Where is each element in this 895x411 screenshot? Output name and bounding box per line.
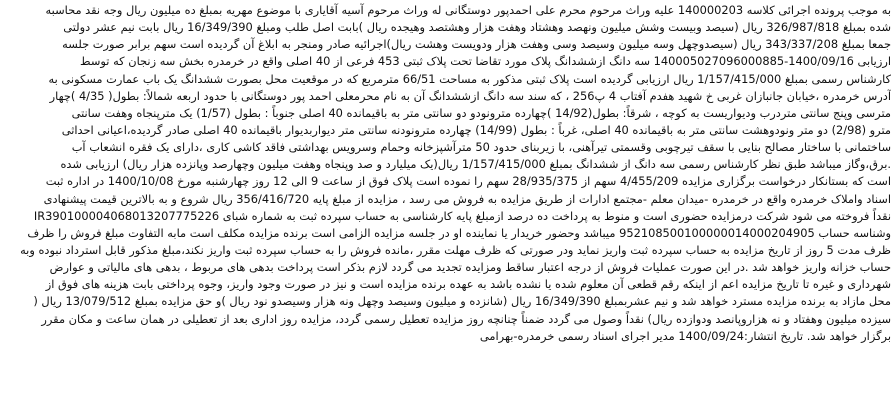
notice-line: .برق،وگاز میباشد طبق نظر کارشناس رسمی سه دانگ از ششدانگ بمبلغ 1/157/415/000 ریال(یک میلیارد و صد وپنجاه وهفت میلیون وچهارصد وپانزده هزار ریال) ارزیابی شده [60, 157, 891, 172]
notice-line: ارزیابی 1400/09/16-140005027096000885 سه دانگ ازششدانگ پلاک مورد تقاضا تحت پلاک ثبتی 453 فرعی از 40 اصلی واقع در خرمدره بخش سه زنجان که توسط [80, 54, 891, 69]
notice-line: است که بستانکار درخواست برگزاری مزایده 4/455/209 سهم از 28/935/375 سهم را نموده است پلاک فوق از ساعت 9 الی 12 روز چهارشنبه مورخ 1400/10/08 در اداره ثبت [45, 174, 891, 189]
notice-line: نقداً فروخته می شود شرکت درمزایده حضوری است و منوط به پرداخت ده درصد ازمبلغ پایه کارشناسی به حساب سپرده ثبت به شماره شبای IR390100004068013207775226 [33, 208, 891, 223]
notice-line: ساختمانی با ساختار مصالح بنایی با سقف تیرچوبی وقسمتی تیرآهنی، با زیربنای حدود 50 مترآشپزخانه وحمام وسرویس بهداشتی فاقد کاشی کاری ،دارای یک فقره انشعاب آب [71, 140, 891, 155]
notice-line: ظرف مدت 5 روز از تاریخ مزایده به حساب سپرده ثبت واریز نماید ودر صورتی که ظرف مهلت مقرر ،مانده فروش را به حساب سپرده ثبت واریز نکند،مبلغ مذکور قابل استرداد نبوده وبه [20, 242, 891, 257]
notice-line: کارشناس رسمی بمبلغ 1/157/415/000 ریال ارزیابی گردیده است پلاک ثبتی مذکور به مساحت 66/51 مترمربع که در موقعیت محل بصورت ششدانگ یک باب عمارت مسکونی به [48, 71, 891, 86]
notice-line: اسناد واملاک خرمدره واقع در خرمدره -میدان معلم -مجتمع ادارات از طریق مزایده به فروش می رسد ، مزایده از مبلغ پایه 356/416/720 ریال شروع و به بالاترین قیمت پیشنهادی [43, 191, 891, 206]
notice-line: شده بمبلغ 326/987/818 ریال (سیصد وبیست وشش میلیون ونهصد وهشتاد وهفت هزار وهشتصد وهیجده ریال )بابت اصل طلب ومبلغ 16/349/390 ریال بابت نیم عشر دولتی [63, 20, 891, 35]
notice-line: آدرس خرمدره ،خیابان جانبازان غربی خ شهید هفدم آفتاب 4 پ256 ، که سند سه دانگ ازششدانگ آن به نام محرمعلی احمد پور دوستگانی با حدود اربعه شمالاً: بطول( 4/35 )چهار [49, 88, 891, 103]
notice-line: وشناسه حساب 952108500100000014000204905 میباشد وحضور خریدار یا نماینده او در جلسه مزایده الزامی است برنده مزایده مکلف است مابه التفاوت مبلغ فروش را ظرف [27, 225, 891, 240]
notice-line: به موجب پرونده اجرائی کلاسه 140000203 علیه وراث مرحوم محرم علی احمدپور دوستگانی له وراث مرحوم آسیه آقایاری با موضوع مهریه بمبلغ ده میلیون ریال وجه نقد محاسبه [45, 3, 891, 17]
notice-line: شهرداری و غیره تا تاریخ مزایده اعم از اینکه رقم قطعی آن معلوم شده یا نشده باشد به عهده برنده مزایده است و نیز در صورت وجود واریز، وجوه پرداختی بابت هزینه های فوق از [45, 277, 891, 292]
notice-line: مترسی وپنج سانتی متردرب ودیواریست به کوچه ، شرقاً: بطول(14/92 )چهارده مترونودو دو سانتی متر به باقیمانده 40 اصلی جنوباً : بطول (1/57) یک مترپنجاه وهفت سانتی [71, 105, 891, 120]
notice-line: برگزار خواهد شد. تاریخ انتشار:1400/09/24 مدیر اجرای اسناد رسمی خرمدره-بهرامی [479, 328, 891, 343]
notice-line: محل مازاد به برنده مزایده مسترد خواهد شد و نیم عشربمبلغ 16/349/390 ریال (شانزده و میلیون وسیصد وچهل ونه هزار وسیصدو نود ریال )و حق مزایده بمبلغ 13/079/512 ریال ( [33, 294, 891, 309]
notice-line: سیزده میلیون وهفتاد و نه هزاروپانصد ودوازده ریال) نقداً وصول می گردد ضمناً چنانچه روز مزایده تعطیل رسمی گردد، مزایده روز اداری بعد از تعطیلی در همان ساعت و مکان مقرر [41, 311, 891, 326]
notice-line: جمعا بمبلغ 343/337/208 ریال (سیصدوچهل وسه میلیون وسیصد وسی وهفت هزار ودویست وهشت ریال)اجرائیه صادر ومنجر به ابلاغ آن گردیده است سهم برابر صورت جلسه [62, 37, 891, 52]
notice-line: مترو (2/98) دو متر ونودوهشت سانتی متر به باقیمانده 40 اصلی، غرباً : بطول (14/99) چهارده مترونودنه سانتی متر دیواربدیوار باقیمانده 40 اصلی صادر گردیده،اعیانی احداثی [61, 122, 891, 137]
notice-line: حساب خزانه واریز خواهد شد .در این صورت عملیات فروش از درجه اعتبار ساقط ومزایده تجدید می گردد لازم بذکر است پرداخت بدهی های مربوط ، بدهی های مالیاتی و عوارض [49, 260, 891, 275]
